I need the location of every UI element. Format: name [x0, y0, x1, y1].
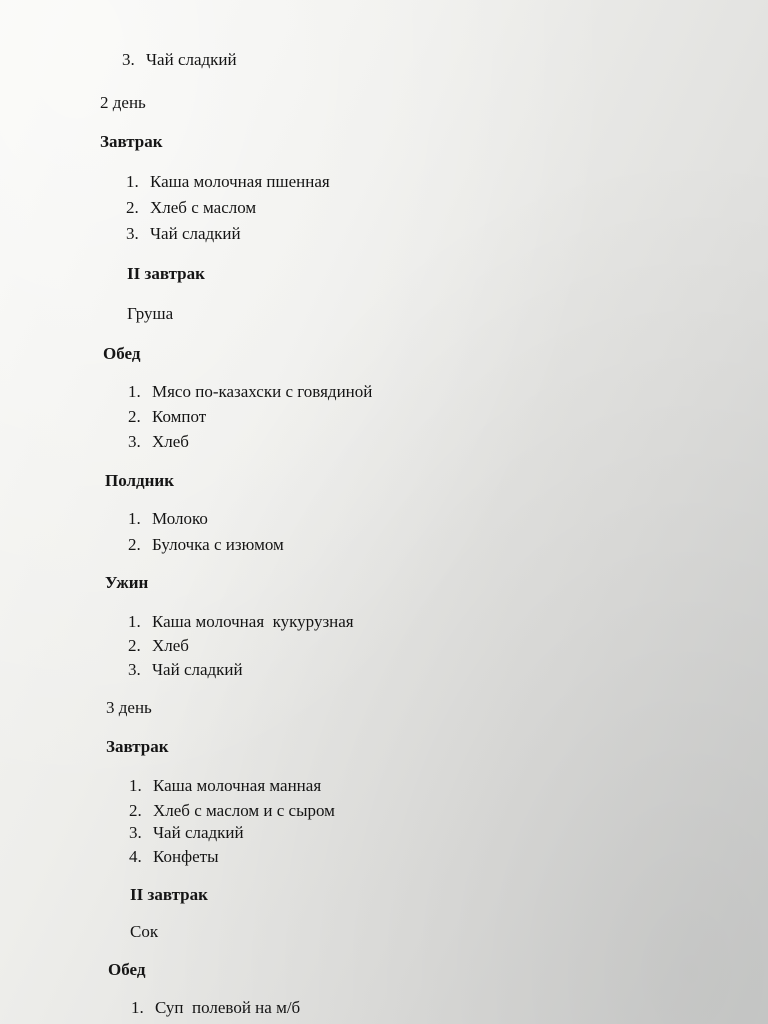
list-number: 2. — [128, 535, 141, 554]
list-text: Каша молочная пшенная — [150, 172, 330, 191]
list-item — [128, 660, 243, 680]
list-text: Каша молочная манная — [153, 776, 322, 795]
section-heading-second-breakfast: II завтрак — [127, 264, 205, 283]
list-text: Каша молочная кукурузная — [152, 612, 354, 631]
list-number: 1. — [128, 612, 141, 631]
list-number: 2. — [126, 198, 139, 217]
list-number: 3. — [129, 823, 142, 842]
list-item — [129, 801, 335, 821]
list-number: 3. — [122, 50, 135, 69]
list-text: Хлеб — [152, 432, 189, 451]
list-number: 1. — [128, 382, 141, 401]
section-text: Сок — [130, 922, 159, 941]
list-text: Булочка с изюмом — [152, 535, 284, 554]
section-heading-lunch: Обед — [103, 344, 141, 363]
day-label: 2 день — [100, 93, 146, 112]
list-text: Чай сладкий — [153, 823, 244, 842]
list-text: Суп полевой на м/б — [155, 998, 301, 1017]
section-heading-breakfast: Завтрак — [100, 132, 163, 151]
list-text: Чай сладкий — [152, 660, 243, 679]
list-text: Конфеты — [153, 847, 219, 866]
list-text: Чай сладкий — [146, 50, 237, 69]
section-heading-breakfast: Завтрак — [106, 737, 169, 756]
list-number: 2. — [128, 407, 141, 426]
list-item — [129, 776, 321, 796]
list-text: Мясо по-казахски с говядиной — [152, 382, 373, 401]
list-text: Чай сладкий — [150, 224, 241, 243]
list-number: 1. — [128, 509, 141, 528]
list-item — [128, 407, 206, 427]
list-number: 2. — [129, 801, 142, 820]
section-text: Груша — [127, 304, 174, 323]
section-heading-snack: Полдник — [105, 471, 175, 490]
list-number: 3. — [126, 224, 139, 243]
list-item — [128, 509, 208, 529]
list-number: 2. — [128, 636, 141, 655]
list-text: Хлеб — [152, 636, 189, 655]
list-number: 4. — [129, 847, 142, 866]
list-text: Хлеб с маслом — [150, 198, 257, 217]
list-item — [128, 432, 189, 452]
list-text: Молоко — [152, 509, 208, 528]
section-heading-second-breakfast: II завтрак — [130, 885, 208, 904]
list-number: 1. — [129, 776, 142, 795]
list-item — [128, 612, 354, 632]
list-item — [126, 224, 241, 244]
list-text: Хлеб с маслом и с сыром — [153, 801, 335, 820]
list-number: 3. — [128, 432, 141, 451]
section-heading-dinner: Ужин — [105, 573, 149, 592]
list-item — [129, 823, 244, 843]
list-item — [131, 998, 300, 1018]
list-number: 1. — [131, 998, 144, 1017]
list-item — [129, 847, 219, 867]
list-text: Компот — [152, 407, 207, 426]
day-label: 3 день — [106, 698, 152, 717]
list-item — [126, 198, 256, 218]
list-item — [122, 50, 237, 70]
list-item — [128, 382, 372, 402]
list-item — [128, 535, 284, 555]
list-item — [128, 636, 189, 656]
list-number: 3. — [128, 660, 141, 679]
list-item — [126, 172, 330, 192]
section-heading-lunch: Обед — [108, 960, 146, 979]
list-number: 1. — [126, 172, 139, 191]
